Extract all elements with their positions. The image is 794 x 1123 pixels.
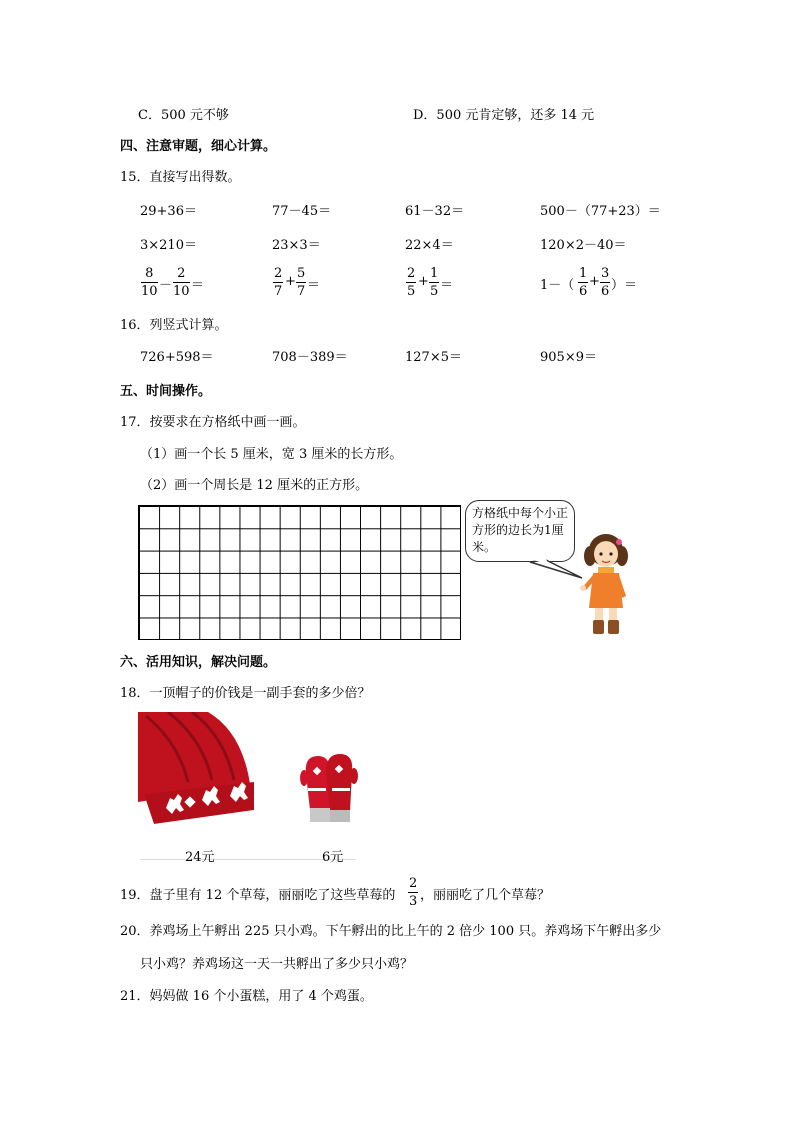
fraction: 1 6 [579, 266, 588, 299]
fraction: 3 6 [601, 266, 610, 299]
calc-item: 23×3＝ [272, 238, 321, 253]
section-4-title: 四、注意审题，细心计算。 [120, 139, 277, 154]
fraction: 2 5 [407, 266, 416, 299]
fraction: 2 7 [274, 266, 283, 299]
q17-part2: （2）画一个周长是 12 厘米的正方形。 [140, 478, 369, 493]
calc-item: 120×2－40＝ [540, 238, 627, 253]
q20-line1: 20．养鸡场上午孵出 225 只小鸡。下午孵出的比上午的 2 倍少 100 只。养鸡场下午孵出多少 [120, 924, 662, 939]
q17-title: 17．按要求在方格纸中画一画。 [120, 415, 306, 430]
calc-item: 61－32＝ [405, 204, 465, 219]
q15-title: 15．直接写出得数。 [120, 170, 241, 185]
fraction: 5 7 [297, 266, 306, 299]
calc-item: 708－389＝ [272, 350, 348, 365]
glove-price: 6元 [322, 850, 344, 865]
calc-item: 22×4＝ [405, 238, 454, 253]
calc-item: 905×9＝ [540, 350, 597, 365]
fraction: 1 5 [430, 266, 439, 299]
hat-price: 24元 [185, 850, 215, 865]
speech-bubble: 方格纸中每个小正方形的边长为1厘米。 [465, 500, 575, 562]
hat-image [138, 712, 256, 830]
gloves-image [300, 748, 358, 824]
grid-paper[interactable] [138, 505, 461, 640]
fraction: 2 10 [173, 266, 190, 299]
option-d: D．500 元肯定够，还多 14 元 [413, 108, 595, 123]
calc-item: 127×5＝ [405, 350, 462, 365]
option-c: C．500 元不够 [138, 108, 229, 123]
calc-item: 3×210＝ [140, 238, 197, 253]
calc-item: 500－（77+23）＝ [540, 204, 661, 219]
q17-part1: （1）画一个长 5 厘米，宽 3 厘米的长方形。 [140, 447, 403, 462]
q20-line2: 只小鸡？养鸡场这一天一共孵出了多少只小鸡？ [140, 957, 414, 972]
calc-item: 29+36＝ [140, 204, 197, 219]
fraction: 2 3 [409, 876, 418, 909]
fraction: 8 10 [141, 266, 158, 299]
q19-text-post: ，丽丽吃了几个草莓？ [420, 888, 551, 903]
bubble-tail [530, 560, 582, 578]
q18-title: 18．一顶帽子的价钱是一副手套的多少倍？ [120, 686, 371, 701]
q21-title: 21．妈妈做 16 个小蛋糕，用了 4 个鸡蛋。 [120, 989, 373, 1004]
section-5-title: 五、时间操作。 [120, 384, 212, 399]
calc-item: 726+598＝ [140, 350, 214, 365]
calc-item: 77－45＝ [272, 204, 332, 219]
q19-text-pre: 19．盘子里有 12 个草莓，丽丽吃了这些草莓的 [120, 888, 396, 903]
section-6-title: 六、活用知识，解决问题。 [120, 655, 277, 670]
q16-title: 16．列竖式计算。 [120, 318, 228, 333]
girl-figure [578, 530, 628, 638]
